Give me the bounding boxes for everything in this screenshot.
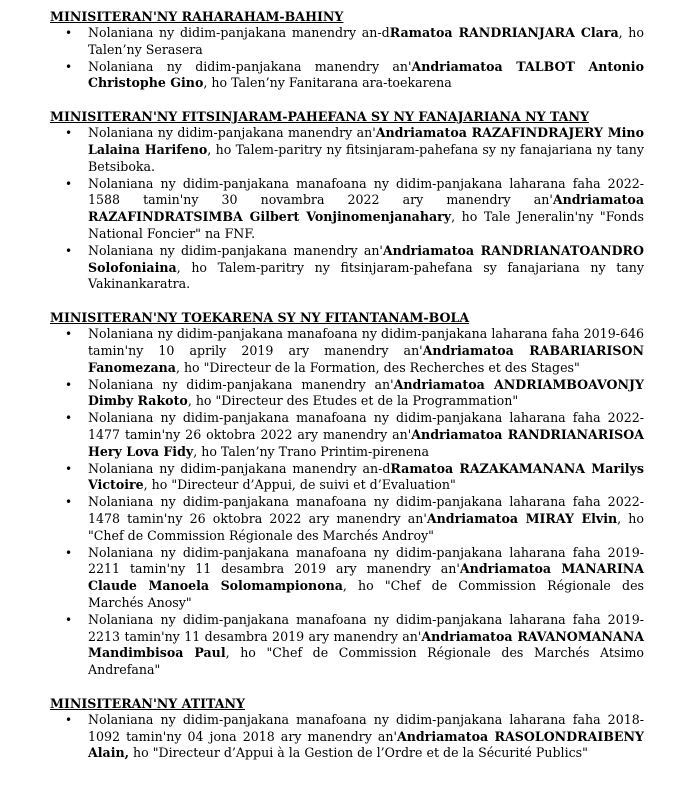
decree-item: • Nolaniana ny didim-panjakana manendry an'Andriamatoa RANDRIANATOANDRO Solofoniaina, ho Talem-paritry ny fitsinjaram-pahefana sy fanajariana ny tany Vakinankaratra. <box>50 243 644 293</box>
decree-item: • Nolaniana ny didim-panjakana manafoana ny didim-panjakana laharana faha 2022-1478 tamin'ny 26 oktobra 2022 ary manendry an'Andriamatoa MIRAY Elvin, ho "Chef de Commission Régionale des Marchés Androy" <box>50 494 644 544</box>
decree-item: • Nolaniana ny didim-panjakana manendry an'Andriamatoa TALBOT Antonio Christophe Gino, ho Talen’ny Fanitarana ara-toekarena <box>50 59 644 93</box>
decree-list <box>50 326 644 679</box>
decree-list <box>50 125 644 293</box>
decree-item: • Nolaniana ny didim-panjakana manendry an-dRamatoa RANDRIANJARA Clara, ho Talen’ny Serasera <box>50 25 644 59</box>
decree-item: • Nolaniana ny didim-panjakana manendry an'Andriamatoa ANDRIAMBOAVONJY Dimby Rakoto, ho "Directeur des Etudes et de la Programmation" <box>50 377 644 411</box>
section-title: MINISITERAN'NY FITSINJARAM-PAHEFANA SY NY FANAJARIANA NY TANY <box>50 109 589 125</box>
section-fitsinjaram-pahefana <box>50 108 644 293</box>
section-toekarena <box>50 309 644 679</box>
section-title: MINISITERAN'NY RAHARAHAM-BAHINY <box>50 9 344 24</box>
section-raharaham-bahiny <box>50 8 644 92</box>
section-atitany <box>50 695 644 762</box>
decree-list <box>50 25 644 92</box>
decree-item: • Nolaniana ny didim-panjakana manendry an-dRamatoa RAZAKAMANANA Marilys Victoire, ho "Directeur d’Appui, de suivi et d’Evaluation" <box>50 461 644 495</box>
document-body <box>50 8 644 778</box>
section-title: MINISITERAN'NY ATITANY <box>50 695 245 711</box>
decree-item: • Nolaniana ny didim-panjakana manafoana ny didim-panjakana laharana faha 2019-2211 tamin'ny 11 desambra 2019 ary manendry an'Andriamatoa MANARINA Claude Manoela Solomampionona, ho "Chef de Commission Régionale des Marchés Anosy" <box>50 545 644 612</box>
decree-item: • Nolaniana ny didim-panjakana manafoana ny didim-panjakana laharana faha 2019-646 tamin'ny 10 aprily 2019 ary manendry an'Andriamatoa RABARIARISON Fanomezana, ho "Directeur de la Formation, des Recherches et des Stages" <box>50 326 644 376</box>
decree-item: • Nolaniana ny didim-panjakana manafoana ny didim-panjakana laharana faha 2018-1092 tamin'ny 04 jona 2018 ary manendry an'Andriamatoa RASOLONDRAIBENY Alain, ho "Directeur d’Appui à la Gestion de l’Ordre et de la Sécurité Publics" <box>50 712 644 762</box>
decree-item: • Nolaniana ny didim-panjakana manafoana ny didim-panjakana laharana faha 2022-1588 tamin'ny 30 novambra 2022 ary manendry an'Andriamatoa RAZAFINDRATSIMBA Gilbert Vonjinomenjanahary, ho Tale Jeneralin'ny "Fonds National Foncier" na FNF. <box>50 176 644 243</box>
decree-item: • Nolaniana ny didim-panjakana manafoana ny didim-panjakana laharana faha 2019-2213 tamin'ny 11 desambra 2019 ary manendry an'Andriamatoa RAVANOMANANA Mandimbisoa Paul, ho "Chef de Commission Régionale des Marchés Atsimo Andrefana" <box>50 612 644 679</box>
decree-item: • Nolaniana ny didim-panjakana manafoana ny didim-panjakana laharana faha 2022-1477 tamin'ny 26 oktobra 2022 ary manendry an'Andriamatoa RANDRIANARISOA Hery Lova Fidy, ho Talen’ny Trano Printim-pirenena <box>50 410 644 460</box>
section-title: MINISITERAN'NY TOEKARENA SY NY FITANTANAM-BOLA <box>50 310 470 326</box>
decree-list <box>50 712 644 762</box>
decree-item: • Nolaniana ny didim-panjakana manendry an'Andriamatoa RAZAFINDRAJERY Mino Lalaina Harifeno, ho Talem-paritry ny fitsinjaram-pahefana sy ny fanajariana ny tany Betsiboka. <box>50 125 644 175</box>
